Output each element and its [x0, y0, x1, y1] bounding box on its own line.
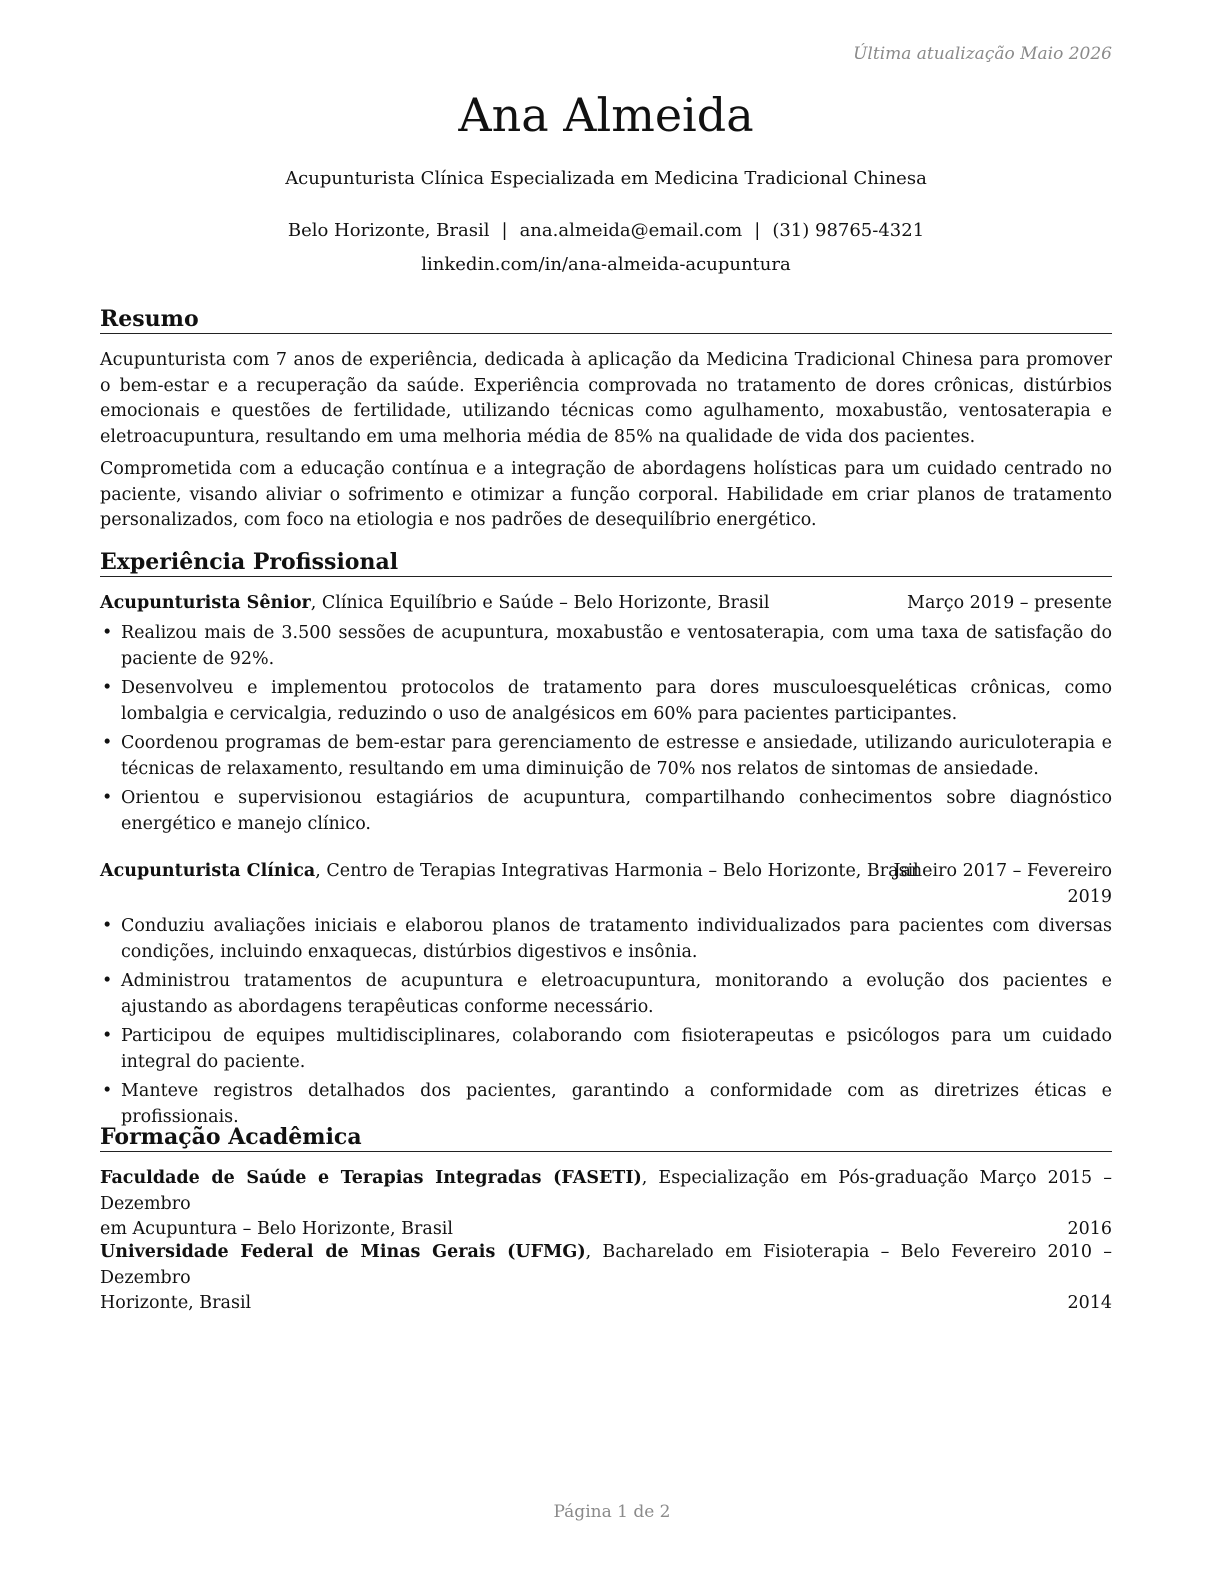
- list-item: • Conduziu avaliações iniciais e elaborou planos de tratamento individualizados para pacientes com diversas condições, incluindo enxaquecas, distúrbios digestivos e insônia.: [100, 914, 1112, 965]
- job-bullets: [100, 621, 1112, 841]
- job-bullets: [100, 914, 1112, 1134]
- degree-and-dates: , Bacharelado em Fisioterapia – Belo Fevereiro 2010 – Dezembro: [100, 1242, 1112, 1288]
- degree-end-year: 2014: [1067, 1293, 1112, 1313]
- phone: (31) 98765-4321: [772, 220, 925, 241]
- degree-end-year: 2016: [1067, 1219, 1112, 1239]
- section-heading-education: Formação Acadêmica: [100, 1124, 1112, 1152]
- linkedin-link[interactable]: linkedin.com/in/ana-almeida-acupuntura: [421, 254, 791, 275]
- separator: |: [754, 220, 761, 241]
- contact-line: [100, 220, 1112, 241]
- section-heading-summary: Resumo: [100, 306, 1112, 334]
- list-item: • Participou de equipes multidisciplinares, colaborando com fisioterapeutas e psicólogos para um cuidado integral do paciente.: [100, 1024, 1112, 1075]
- list-item: • Manteve registros detalhados dos pacientes, garantindo a conformidade com as diretrizes éticas e profissionais.: [100, 1079, 1112, 1130]
- education-entry: [100, 1166, 1112, 1243]
- education-entry: [100, 1240, 1112, 1317]
- page-number: Página 1 de 2: [553, 1502, 671, 1522]
- job-dates-continued: 2019: [1067, 886, 1112, 907]
- list-item: • Desenvolveu e implementou protocolos de tratamento para dores musculoesqueléticas crônicas, como lombalgia e cervicalgia, reduzindo o uso de analgésicos em 60% para pacientes participantes.: [100, 676, 1112, 727]
- location: Belo Horizonte, Brasil: [287, 220, 490, 241]
- candidate-title: Acupunturista Clínica Especializada em Medicina Tradicional Chinesa: [285, 168, 927, 189]
- candidate-name: Ana Almeida: [458, 88, 754, 142]
- job-dates: Janeiro 2017 – Fevereiro: [893, 861, 1112, 881]
- degree-location: em Acupuntura – Belo Horizonte, Brasil: [100, 1219, 453, 1239]
- institution: Universidade Federal de Minas Gerais (UFMG): [100, 1242, 586, 1262]
- list-item: • Coordenou programas de bem-estar para gerenciamento de estresse e ansiedade, utilizando auriculoterapia e técnicas de relaxamento, resultando em uma diminuição de 70% nos relatos de sintomas de ansiedade.: [100, 731, 1112, 782]
- job-header: [100, 591, 1112, 617]
- job-dates: Março 2019 – presente: [907, 593, 1112, 613]
- separator: |: [501, 220, 508, 241]
- degree-location: Horizonte, Brasil: [100, 1293, 252, 1313]
- institution: Faculdade de Saúde e Terapias Integradas (FASETI): [100, 1168, 642, 1188]
- list-item: • Administrou tratamentos de acupuntura e eletroacupuntura, monitorando a evolução dos pacientes e ajustando as abordagens terapêuticas conforme necessário.: [100, 969, 1112, 1020]
- list-item: • Orientou e supervisionou estagiários de acupuntura, compartilhando conhecimentos sobre diagnóstico energético e manejo clínico.: [100, 786, 1112, 837]
- job-header: [100, 859, 1112, 910]
- job-role: Acupunturista Clínica: [100, 861, 316, 881]
- job-org: , Centro de Terapias Integrativas Harmonia – Belo Horizonte, Brasil: [315, 861, 919, 881]
- section-heading-experience: Experiência Profissional: [100, 549, 1112, 577]
- email-link[interactable]: ana.almeida@email.com: [519, 220, 743, 241]
- last-updated: Última atualização Maio 2026: [853, 44, 1112, 64]
- job-org: , Clínica Equilíbrio e Saúde – Belo Horizonte, Brasil: [310, 593, 770, 613]
- job-role: Acupunturista Sênior: [100, 593, 311, 613]
- degree-and-dates: , Especialização em Pós-graduação Março 2015 – Dezembro: [100, 1168, 1112, 1214]
- summary-paragraph-1: Acupunturista com 7 anos de experiência, dedicada à aplicação da Medicina Tradicional Chinesa para promover o bem-estar e a recuperação da saúde. Experiência comprovada no tratamento de dores crônicas, distúrbios emocionais e questões de fertilidade, utilizando técnicas como agulhamento, moxabustão, ventosaterapia e eletroacupuntura, resultando em uma melhoria média de 85% na qualidade de vida dos pacientes.: [100, 350, 1112, 447]
- summary-paragraph-2: Comprometida com a educação contínua e a integração de abordagens holísticas para um cuidado centrado no paciente, visando aliviar o sofrimento e otimizar a função corporal. Habilidade em criar planos de tratamento personalizados, com foco na etiologia e nos padrões de desequilíbrio energético.: [100, 459, 1112, 530]
- list-item: • Realizou mais de 3.500 sessões de acupuntura, moxabustão e ventosaterapia, com uma taxa de satisfação do paciente de 92%.: [100, 621, 1112, 672]
